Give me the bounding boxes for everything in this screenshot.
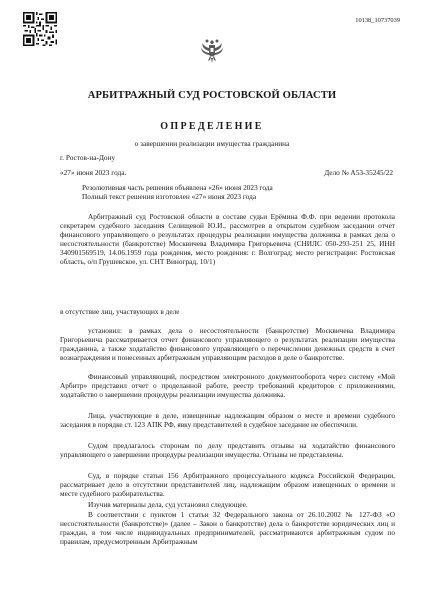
procedure-paragraph: Суд, в порядке статьи 156 Арбитражного процессуального кодекса Российской Федерации, рассматривает дело в отсутствии представителей лиц, надлежащим образом извещенных о времени и месте судебного разбирательства. — [60, 471, 395, 499]
full-text-made: Полный текст решения изготовлен «27» июня 2023 года — [82, 192, 257, 201]
report-paragraph: Финансовый управляющий, посредством электронного документооборота через систему «Мой Арбитр» представил отчет о проделанной работе, реестр требований кредиторов с приложениями, ходатайство о завершении процедуры реализации имущества должника. — [60, 372, 395, 400]
responses-paragraph: Судом предлагалось сторонам по делу представить отзывы на ходатайство финансового управляющего о завершении процедуры реализации имущества. Отзывы не представлены. — [60, 441, 395, 460]
city: г. Ростов-на-Дону — [60, 153, 116, 162]
court-name: АРБИТРАЖНЫЙ СУД РОСТОВСКОЙ ОБЛАСТИ — [87, 90, 337, 101]
document-subject: о завершении реализации имущества гражданина — [134, 139, 290, 148]
resolution-announced: Резолютивная часть решения объявлена «26» июня 2023 года — [82, 183, 273, 192]
findings-paragraph: Изучив материалы дела, суд установил следующее. — [88, 500, 248, 509]
law-paragraph: В соответствии с пунктом 1 статьи 32 Федерального закона от 26.10.2002 № 127-ФЗ «О несостоятельности (банкротстве)» (далее – Закон о банкротстве) дела о банкротстве юридических лиц и граждан, в том числе индивидуальных предпринимателей, рассматриваются арбитражным судом по правилам, предусмотренным Арбитражным — [60, 510, 395, 547]
established-paragraph: установил: в рамках дела о несостоятельности (банкротстве) Москвичева Владимира Григорьевича рассматривается отчет финансового управляющего о результатах реализации имущества гражданина, а также ходатайство финансового управляющего о перечислении денежных средств в счет вознаграждения и понесенных арбитражным управляющим расходов в деле о банкротстве. — [60, 326, 395, 363]
absence-note: в отсутствие лиц, участвующих в деле — [60, 307, 180, 316]
qr-code-icon — [23, 12, 57, 46]
document-number: 10138_10737039 — [355, 17, 400, 24]
notification-paragraph: Лица, участвующие в деле, извещенные надлежащим образом о месте и времени судебного заседания в порядке ст. 123 АПК РФ, явку представителей в судебное заседание не обеспечили. — [60, 411, 395, 430]
document-date: «27» июня 2023 года. — [60, 168, 127, 177]
coat-of-arms-icon — [200, 37, 224, 66]
document-type: ОПРЕДЕЛЕНИЕ — [160, 121, 264, 132]
case-number: Дело № А53-35245/22 — [324, 168, 393, 177]
intro-paragraph: Арбитражный суд Ростовской области в составе судьи Ерёмина Ф.Ф. при ведении протокола секретарем судебного заседания Селищевой Ю.И., рассмотрев в открытом судебном заседании отчет финансового управляющего о результатах процедуры реализации имущества должника в рамках дела о несостоятельности (банкротстве) Москвичева Владимира Григорьевича (СНИЛС 050-293-251 25, ИНН 340901569519, 14.06.1959 года рождения, место рождения: г. Волгоград; место регистрации: Ростовская область, о/п Грушевское, ул. СНТ Виноград, 10/1) — [60, 212, 395, 267]
